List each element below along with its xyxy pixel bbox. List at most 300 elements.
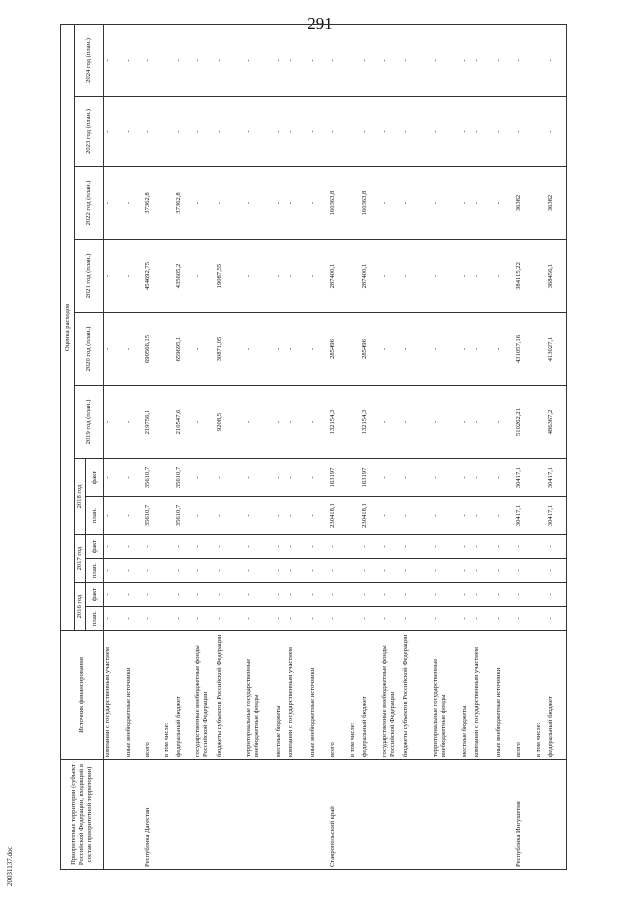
table-row	[144, 24, 163, 869]
source-cell: местные бюджеты	[461, 631, 473, 760]
value-cell: -	[175, 24, 194, 96]
value-cell: -	[216, 497, 245, 535]
value-cell: -	[402, 386, 432, 459]
value-cell: -	[432, 607, 461, 631]
value-cell: 285496	[329, 313, 349, 386]
value-cell	[349, 559, 361, 583]
territory-cell	[175, 760, 194, 870]
value-cell: -	[275, 313, 287, 386]
value-cell: -	[329, 24, 349, 96]
value-cell: -	[287, 386, 309, 459]
value-cell	[349, 535, 361, 559]
value-cell: -	[125, 535, 144, 559]
value-cell: 454692,75	[144, 240, 163, 313]
value-cell: -	[245, 386, 275, 459]
value-cell: -	[125, 97, 144, 167]
value-cell: -	[515, 97, 535, 167]
value-cell	[163, 313, 175, 386]
value-cell: -	[381, 313, 402, 386]
value-cell: -	[547, 559, 567, 583]
territory-cell	[495, 760, 515, 870]
value-cell	[535, 97, 547, 167]
value-cell: -	[361, 607, 381, 631]
territory-cell	[287, 760, 309, 870]
table-row	[349, 24, 361, 869]
value-cell: -	[381, 607, 402, 631]
value-cell: -	[309, 459, 329, 497]
source-cell: территориальные государственные внебюджетные фонды	[245, 631, 275, 760]
territory-cell: Республика Дагестан	[144, 760, 163, 870]
value-cell: -	[287, 313, 309, 386]
source-cell: всего	[144, 631, 163, 760]
table-row	[547, 24, 567, 869]
value-cell: -	[473, 607, 495, 631]
value-cell	[535, 24, 547, 96]
value-cell: -	[287, 607, 309, 631]
value-cell: -	[275, 167, 287, 240]
table-row	[473, 24, 495, 869]
value-cell: 37362,8	[175, 167, 194, 240]
value-cell	[349, 459, 361, 497]
value-cell: -	[461, 535, 473, 559]
value-cell: 30417,1	[515, 459, 535, 497]
table-row	[329, 24, 349, 869]
value-cell: -	[287, 497, 309, 535]
value-cell	[163, 497, 175, 535]
value-cell: -	[104, 559, 125, 583]
value-cell: -	[329, 97, 349, 167]
value-cell: -	[194, 240, 216, 313]
territory-cell	[473, 760, 495, 870]
value-cell: -	[194, 559, 216, 583]
value-cell: 287400,1	[361, 240, 381, 313]
territory-cell	[402, 760, 432, 870]
value-cell: -	[125, 313, 144, 386]
source-cell: федеральный бюджет	[547, 631, 567, 760]
value-cell: -	[175, 607, 194, 631]
table-row	[104, 24, 125, 869]
value-cell	[163, 459, 175, 497]
value-cell: -	[473, 240, 495, 313]
value-cell: -	[245, 24, 275, 96]
territory-cell	[104, 760, 125, 870]
value-cell	[349, 497, 361, 535]
value-cell	[535, 535, 547, 559]
value-cell: 30417,1	[547, 497, 567, 535]
value-cell: 384115,22	[515, 240, 535, 313]
territory-cell	[163, 760, 175, 870]
value-cell	[535, 607, 547, 631]
value-cell: -	[309, 583, 329, 607]
value-cell: -	[194, 459, 216, 497]
value-cell: -	[275, 240, 287, 313]
value-cell: -	[473, 386, 495, 459]
value-cell: -	[402, 535, 432, 559]
value-cell: 659695,1	[175, 313, 194, 386]
value-cell: -	[245, 559, 275, 583]
value-cell: -	[461, 167, 473, 240]
value-cell: -	[275, 497, 287, 535]
value-cell: 368456,1	[547, 240, 567, 313]
source-cell: федеральный бюджет	[175, 631, 194, 760]
value-cell: -	[495, 386, 515, 459]
source-cell: всего	[329, 631, 349, 760]
value-cell: -	[495, 497, 515, 535]
value-cell	[349, 167, 361, 240]
value-cell: -	[473, 24, 495, 96]
value-cell: 285496	[361, 313, 381, 386]
value-cell: -	[329, 583, 349, 607]
value-cell: 160363,8	[361, 167, 381, 240]
header-2018-fact: факт	[86, 459, 104, 497]
value-cell: -	[216, 583, 245, 607]
value-cell: 287400,1	[329, 240, 349, 313]
value-cell: -	[515, 24, 535, 96]
value-cell: -	[125, 583, 144, 607]
value-cell: -	[104, 313, 125, 386]
header-2016: 2016 год	[75, 583, 86, 631]
header-2022: 2022 год (план.)	[75, 167, 104, 240]
value-cell: 30417,1	[547, 459, 567, 497]
header-territory: Приоритетные территории (субъект Российской Федерации, входящий в состав приоритетной территории)	[61, 760, 104, 870]
value-cell: 210547,6	[175, 386, 194, 459]
source-cell: федеральный бюджет	[361, 631, 381, 760]
value-cell: -	[194, 313, 216, 386]
value-cell: -	[432, 459, 461, 497]
territory-cell	[535, 760, 547, 870]
value-cell: -	[495, 24, 515, 96]
value-cell	[535, 559, 547, 583]
table-row	[309, 24, 329, 869]
source-cell: бюджеты субъектов Российской Федерации	[402, 631, 432, 760]
value-cell: -	[309, 386, 329, 459]
table-row	[361, 24, 381, 869]
value-cell: -	[402, 167, 432, 240]
source-cell: всего	[515, 631, 535, 760]
value-cell: -	[275, 97, 287, 167]
value-cell: -	[194, 497, 216, 535]
value-cell: -	[495, 167, 515, 240]
value-cell: 36382	[515, 167, 535, 240]
source-cell: компании с государственным участием	[473, 631, 495, 760]
territory-cell	[125, 760, 144, 870]
value-cell	[535, 167, 547, 240]
value-cell: -	[144, 559, 163, 583]
value-cell: -	[402, 559, 432, 583]
value-cell: -	[125, 24, 144, 96]
value-cell: -	[381, 167, 402, 240]
value-cell: -	[361, 24, 381, 96]
value-cell: -	[461, 313, 473, 386]
value-cell: -	[402, 313, 432, 386]
value-cell: -	[275, 607, 287, 631]
value-cell	[163, 559, 175, 583]
header-2018: 2018 год	[75, 459, 86, 535]
value-cell: -	[216, 97, 245, 167]
header-source: Источник финансирования	[61, 631, 104, 760]
source-cell: иные внебюджетные источники	[125, 631, 144, 760]
table-row	[432, 24, 461, 869]
value-cell: -	[473, 167, 495, 240]
value-cell: -	[194, 97, 216, 167]
value-cell: -	[432, 240, 461, 313]
header-2017-fact: факт	[86, 535, 104, 559]
value-cell: -	[309, 559, 329, 583]
value-cell: 163197	[361, 459, 381, 497]
value-cell	[163, 583, 175, 607]
header-2016-plan: план.	[86, 607, 104, 631]
value-cell: -	[495, 459, 515, 497]
value-cell: -	[194, 24, 216, 96]
value-cell: -	[329, 535, 349, 559]
value-cell: -	[287, 559, 309, 583]
territory-cell	[275, 760, 287, 870]
value-cell: -	[275, 559, 287, 583]
value-cell: -	[309, 535, 329, 559]
table-row	[461, 24, 473, 869]
value-cell: -	[245, 497, 275, 535]
value-cell: -	[515, 583, 535, 607]
value-cell: -	[461, 559, 473, 583]
value-cell	[535, 583, 547, 607]
value-cell	[535, 459, 547, 497]
value-cell: -	[245, 607, 275, 631]
value-cell: -	[125, 386, 144, 459]
value-cell: 160363,8	[329, 167, 349, 240]
value-cell: -	[275, 386, 287, 459]
territory-cell	[349, 760, 361, 870]
value-cell: -	[104, 167, 125, 240]
value-cell: -	[361, 559, 381, 583]
table-row	[216, 24, 245, 869]
value-cell: -	[495, 583, 515, 607]
header-2020: 2020 год (план.)	[75, 313, 104, 386]
header-2021: 2021 год (план.)	[75, 240, 104, 313]
value-cell	[349, 607, 361, 631]
value-cell: -	[216, 167, 245, 240]
value-cell: -	[381, 97, 402, 167]
value-cell: -	[547, 535, 567, 559]
header-2023: 2023 год (план.)	[75, 97, 104, 167]
value-cell: -	[402, 24, 432, 96]
value-cell	[163, 97, 175, 167]
source-cell: бюджеты субъектов Российской Федерации	[216, 631, 245, 760]
table-row	[163, 24, 175, 869]
source-cell: компании с государственным участием	[287, 631, 309, 760]
page-number: 291	[307, 14, 333, 33]
source-cell: иные внебюджетные источники	[309, 631, 329, 760]
table-row	[495, 24, 515, 869]
value-cell: -	[125, 167, 144, 240]
value-cell: -	[432, 313, 461, 386]
table-row	[402, 24, 432, 869]
value-cell: -	[175, 97, 194, 167]
value-cell	[535, 240, 547, 313]
value-cell: -	[287, 535, 309, 559]
value-cell: -	[144, 535, 163, 559]
value-cell: -	[125, 497, 144, 535]
value-cell: -	[245, 583, 275, 607]
value-cell: -	[461, 386, 473, 459]
value-cell: -	[309, 97, 329, 167]
value-cell: -	[381, 24, 402, 96]
source-cell: в том числе:	[349, 631, 361, 760]
table-row	[125, 24, 144, 869]
value-cell: 431057,16	[515, 313, 535, 386]
value-cell: 132154,3	[361, 386, 381, 459]
value-cell: -	[361, 535, 381, 559]
value-cell: 35610,7	[175, 459, 194, 497]
value-cell: 37362,8	[144, 167, 163, 240]
value-cell: -	[461, 583, 473, 607]
value-cell: -	[547, 97, 567, 167]
value-cell: -	[309, 240, 329, 313]
territory-cell	[461, 760, 473, 870]
value-cell: -	[245, 459, 275, 497]
source-cell: местные бюджеты	[275, 631, 287, 760]
value-cell: -	[515, 559, 535, 583]
source-cell: государственные внебюджетные фонды Российской Федерации	[381, 631, 402, 760]
value-cell: -	[216, 607, 245, 631]
source-cell: компании с государственным участием	[104, 631, 125, 760]
value-cell: -	[104, 497, 125, 535]
value-cell: 486367,2	[547, 386, 567, 459]
value-cell: -	[104, 386, 125, 459]
source-cell: государственные внебюджетные фонды Российской Федерации	[194, 631, 216, 760]
value-cell: -	[461, 24, 473, 96]
value-cell: -	[473, 497, 495, 535]
value-cell: -	[309, 607, 329, 631]
value-cell: -	[144, 97, 163, 167]
table-row	[381, 24, 402, 869]
value-cell: -	[461, 607, 473, 631]
header-2018-plan: план.	[86, 497, 104, 535]
value-cell: -	[216, 535, 245, 559]
value-cell: -	[473, 559, 495, 583]
value-cell: -	[275, 535, 287, 559]
value-cell: -	[402, 607, 432, 631]
value-cell: -	[144, 607, 163, 631]
value-cell: -	[402, 497, 432, 535]
value-cell: -	[144, 24, 163, 96]
value-cell: -	[104, 535, 125, 559]
value-cell: -	[125, 607, 144, 631]
value-cell: -	[104, 97, 125, 167]
value-cell: 35610,7	[175, 497, 194, 535]
value-cell: -	[287, 97, 309, 167]
value-cell: -	[245, 167, 275, 240]
table-row	[194, 24, 216, 869]
value-cell: -	[495, 313, 515, 386]
value-cell: -	[432, 97, 461, 167]
value-cell: -	[245, 97, 275, 167]
territory-cell	[361, 760, 381, 870]
table-row	[535, 24, 547, 869]
value-cell: -	[309, 497, 329, 535]
value-cell	[163, 167, 175, 240]
value-cell: -	[461, 497, 473, 535]
financing-table	[60, 24, 567, 870]
value-cell: -	[473, 583, 495, 607]
value-cell	[535, 313, 547, 386]
value-cell	[163, 24, 175, 96]
value-cell: -	[175, 535, 194, 559]
value-cell: -	[381, 497, 402, 535]
value-cell: -	[287, 583, 309, 607]
header-2017: 2017 год	[75, 535, 86, 583]
value-cell: -	[432, 167, 461, 240]
value-cell	[163, 240, 175, 313]
header-estimate: Оценка расходов	[61, 24, 75, 630]
value-cell: -	[104, 24, 125, 96]
value-cell: -	[495, 240, 515, 313]
value-cell: -	[381, 240, 402, 313]
value-cell	[163, 535, 175, 559]
value-cell: -	[287, 459, 309, 497]
table-row	[515, 24, 535, 869]
value-cell: -	[144, 583, 163, 607]
value-cell: 413027,1	[547, 313, 567, 386]
value-cell: -	[473, 97, 495, 167]
document-id: 20031137.doc	[6, 846, 14, 886]
value-cell: -	[175, 559, 194, 583]
value-cell: -	[361, 97, 381, 167]
value-cell: -	[125, 459, 144, 497]
value-cell: -	[216, 559, 245, 583]
value-cell: 35610,7	[144, 459, 163, 497]
territory-cell	[432, 760, 461, 870]
value-cell	[349, 240, 361, 313]
value-cell: 510262,21	[515, 386, 535, 459]
territory-cell	[547, 760, 567, 870]
value-cell: 163197	[329, 459, 349, 497]
value-cell: -	[309, 313, 329, 386]
value-cell: -	[473, 459, 495, 497]
rotated-table-wrapper	[60, 35, 562, 870]
value-cell: -	[461, 97, 473, 167]
header-2024: 2024 год (план.)	[75, 24, 104, 96]
value-cell: -	[275, 459, 287, 497]
territory-cell	[381, 760, 402, 870]
header-2016-fact: факт	[86, 583, 104, 607]
table-row	[175, 24, 194, 869]
value-cell: 230418,1	[361, 497, 381, 535]
value-cell: 9208,5	[216, 386, 245, 459]
value-cell: 19087,55	[216, 240, 245, 313]
value-cell: -	[104, 240, 125, 313]
value-cell: -	[329, 559, 349, 583]
value-cell: -	[432, 559, 461, 583]
value-cell: -	[104, 607, 125, 631]
table-row	[275, 24, 287, 869]
value-cell: -	[287, 240, 309, 313]
header-2017-plan: план.	[86, 559, 104, 583]
value-cell: 690566,15	[144, 313, 163, 386]
value-cell: -	[381, 583, 402, 607]
value-cell	[349, 97, 361, 167]
territory-cell	[245, 760, 275, 870]
value-cell: -	[495, 607, 515, 631]
value-cell: -	[495, 535, 515, 559]
header-2019: 2019 год (план.)	[75, 386, 104, 459]
value-cell: -	[402, 97, 432, 167]
territory-cell	[194, 760, 216, 870]
value-cell: -	[432, 583, 461, 607]
value-cell: 230418,1	[329, 497, 349, 535]
document-id-footer	[6, 846, 38, 886]
value-cell: -	[104, 459, 125, 497]
territory-cell: Ставропольский край	[329, 760, 349, 870]
